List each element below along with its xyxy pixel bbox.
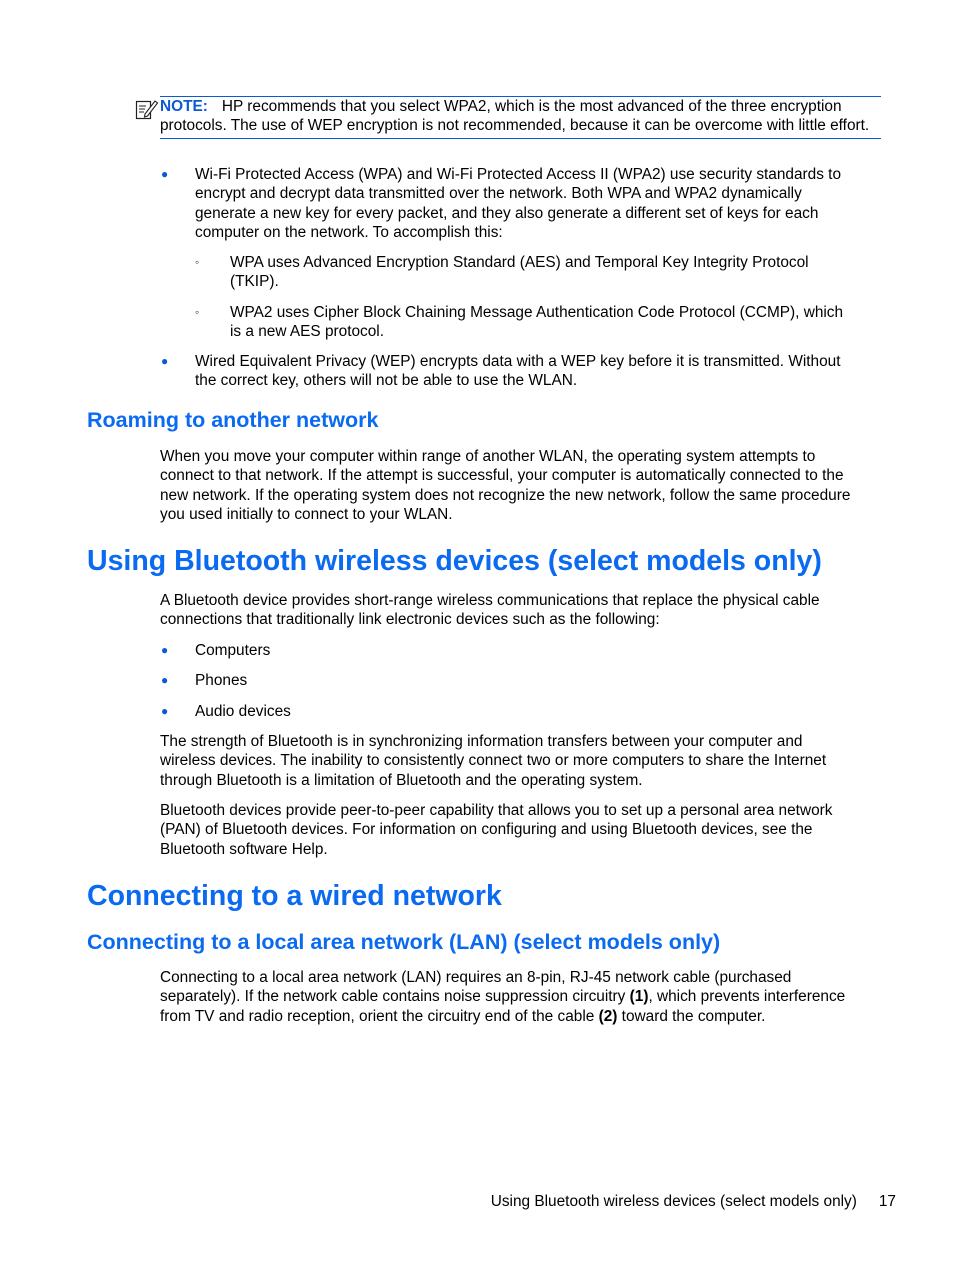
text-line: is a new AES protocol.: [230, 323, 384, 341]
roaming-paragraph: [160, 447, 885, 524]
text-line: The strength of Bluetooth is in synchronizing information transfers between your computer and: [160, 733, 803, 750]
lan-paragraph: [160, 968, 885, 1026]
text-line: WPA uses Advanced Encryption Standard (AES) and Temporal Key Integrity Protocol: [230, 254, 809, 271]
callout-1: (1): [629, 988, 649, 1006]
wpa-bullet: [195, 165, 885, 242]
text-line: connections that traditionally link electronic devices such as the following:: [160, 611, 660, 629]
text-span: toward the computer.: [617, 1007, 766, 1025]
bullet-icon: ●: [161, 704, 169, 718]
text-span: from TV and radio reception, orient the circuitry end of the cable: [160, 1007, 599, 1025]
text-line: WPA2 uses Cipher Block Chaining Message Authentication Code Protocol (CCMP), which: [230, 304, 844, 321]
ccmp-sub-bullet: [230, 303, 885, 342]
text-line: Bluetooth software Help.: [160, 840, 328, 858]
text-line: When you move your computer within range of another WLAN, the operating system attempts to: [160, 448, 816, 465]
bullet-icon: ●: [161, 354, 169, 368]
text-line: [160, 987, 885, 1006]
list-item: Audio devices: [195, 703, 291, 720]
roaming-heading: Roaming to another network: [87, 408, 379, 432]
text-line: through Bluetooth is a limitation of Bluetooth and the operating system.: [160, 771, 643, 789]
text-line: wireless devices. The inability to consistently connect two or more computers to share the Internet: [160, 752, 827, 770]
wired-heading: Connecting to a wired network: [87, 880, 502, 912]
bullet-icon: ●: [161, 643, 169, 657]
text-line: the correct key, others will not be able to use the WLAN.: [195, 372, 578, 390]
text-line: computer on the network. To accomplish this:: [195, 223, 503, 241]
text-line: Connecting to a local area network (LAN) requires an 8-pin, RJ-45 network cable (purchased: [160, 969, 792, 986]
bluetooth-pan-paragraph: [160, 801, 885, 859]
text-line: (TKIP).: [230, 273, 279, 291]
text-line: Wi-Fi Protected Access (WPA) and Wi-Fi Protected Access II (WPA2) use security standards to: [195, 166, 842, 183]
sub-bullet-icon: ◦: [195, 305, 200, 319]
note-paragraph: [160, 97, 881, 136]
text-line: encrypt and decrypt data transmitted over the network. Both WPA and WPA2 dynamically: [195, 185, 802, 203]
text-span: , which prevents interference: [648, 988, 846, 1006]
page-footer: [491, 1192, 896, 1211]
text-line: you used initially to connect to your WLAN.: [160, 505, 453, 523]
bluetooth-intro: [160, 591, 885, 630]
bluetooth-strength-paragraph: [160, 732, 885, 790]
bullet-icon: ●: [161, 673, 169, 687]
text-line: [160, 1007, 885, 1026]
text-line: Bluetooth devices provide peer-to-peer capability that allows you to set up a personal area network: [160, 802, 833, 819]
text-line: new network. If the operating system does not recognize the new network, follow the same procedure: [160, 486, 851, 504]
note-box: [160, 96, 881, 139]
text-line: A Bluetooth device provides short-range wireless communications that replace the physical cable: [160, 592, 820, 609]
footer-title: Using Bluetooth wireless devices (select models only): [490, 1193, 857, 1210]
sub-bullet-icon: ◦: [195, 255, 200, 269]
bluetooth-heading: Using Bluetooth wireless devices (select models only): [87, 545, 822, 577]
callout-2: (2): [598, 1007, 618, 1025]
note-pencil-icon: [135, 98, 159, 122]
text-line: connect to that network. If the attempt is successful, your computer is automatically connected to the: [160, 467, 844, 485]
page-number: 17: [878, 1193, 896, 1210]
text-span: separately). If the network cable contains noise suppression circuitry: [160, 988, 630, 1006]
wep-bullet: [195, 352, 885, 391]
text-line: (PAN) of Bluetooth devices. For information on configuring and using Bluetooth devices, see the: [160, 821, 813, 839]
note-label: NOTE:: [160, 98, 208, 115]
note-text: HP recommends that you select WPA2, which is the most advanced of the three encryption protocols. The use of WEP encryption is not recommended, because it can be overcome with little effort.: [160, 98, 870, 135]
text-line: Wired Equivalent Privacy (WEP) encrypts data with a WEP key before it is transmitted. Without: [195, 353, 841, 370]
bullet-icon: ●: [161, 167, 169, 181]
list-item: Computers: [195, 642, 271, 659]
list-item: Phones: [195, 672, 248, 689]
text-line: generate a new key for every packet, and they also generate a different set of keys for each: [195, 204, 819, 222]
aes-sub-bullet: [230, 253, 885, 292]
lan-heading: Connecting to a local area network (LAN) (select models only): [87, 930, 721, 954]
